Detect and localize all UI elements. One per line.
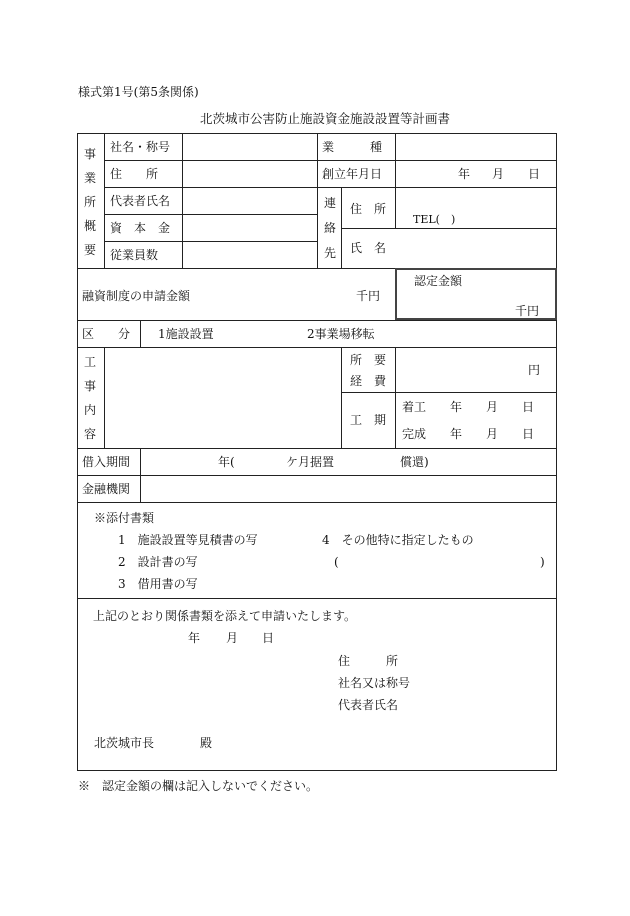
company-vlabel-3: 所 bbox=[84, 195, 97, 209]
row-line bbox=[341, 228, 557, 229]
representative-label: 代表者氏名 bbox=[110, 194, 171, 208]
application-year: 年 bbox=[188, 631, 201, 645]
contact-name-label: 氏 名 bbox=[350, 241, 387, 255]
attachment-item-3: 3 借用書の写 bbox=[118, 577, 198, 591]
col-line bbox=[140, 448, 141, 502]
attachment-item-4: 4 その他特に指定したもの bbox=[322, 533, 474, 547]
col-line bbox=[104, 133, 105, 268]
end-month: 月 bbox=[486, 427, 499, 441]
bank-label: 金融機関 bbox=[82, 482, 131, 496]
cost-label-1: 所 要 bbox=[350, 353, 387, 367]
contact-vlabel-3: 先 bbox=[324, 246, 337, 260]
col-line bbox=[395, 347, 396, 448]
form-title: 北茨城市公害防止施設資金施設設置等計画書 bbox=[200, 111, 451, 126]
row-line bbox=[77, 448, 557, 449]
col-line bbox=[104, 347, 105, 448]
borrow-repay: 償還) bbox=[400, 455, 429, 469]
attachment-item-4-open: ( bbox=[334, 555, 339, 569]
company-name-label: 社名・称号 bbox=[110, 140, 171, 154]
company-address-label: 住 所 bbox=[110, 167, 159, 181]
contact-vlabel-2: 絡 bbox=[324, 221, 337, 235]
approved-amount-label: 認定金額 bbox=[414, 274, 463, 288]
founded-year: 年 bbox=[458, 167, 471, 181]
loan-request-label: 融資制度の申請金額 bbox=[82, 289, 191, 303]
category-option-1: 1施設設置 bbox=[158, 327, 214, 341]
footnote: ※ 認定金額の欄は記入しないでください。 bbox=[78, 779, 319, 793]
start-label: 着工 bbox=[402, 400, 427, 414]
tel-label: TEL( ) bbox=[413, 213, 456, 226]
industry-label: 業 種 bbox=[322, 140, 383, 154]
row-line bbox=[77, 598, 557, 599]
application-month: 月 bbox=[226, 631, 239, 645]
company-vlabel-1: 事 bbox=[84, 147, 97, 161]
period-label: 工 期 bbox=[350, 413, 387, 427]
contact-address-label: 住 所 bbox=[350, 202, 387, 216]
attachment-item-1: 1 施設設置等見積書の写 bbox=[118, 533, 258, 547]
company-vlabel-2: 業 bbox=[84, 171, 97, 185]
borrow-period-label: 借入期間 bbox=[82, 455, 131, 469]
end-year: 年 bbox=[450, 427, 463, 441]
addressee: 北茨城市長 bbox=[94, 736, 155, 750]
work-vlabel-2: 事 bbox=[84, 379, 97, 393]
company-vlabel-5: 要 bbox=[84, 243, 97, 257]
category-option-2: 2事業場移転 bbox=[307, 327, 375, 341]
row-line bbox=[104, 160, 317, 161]
work-vlabel-4: 容 bbox=[84, 427, 97, 441]
row-line bbox=[317, 160, 557, 161]
cost-unit: 円 bbox=[528, 363, 541, 377]
row-line bbox=[104, 214, 317, 215]
row-line bbox=[77, 475, 557, 476]
applicant-address-label: 住 所 bbox=[338, 654, 399, 668]
col-line bbox=[341, 187, 342, 268]
attachment-item-2: 2 設計書の写 bbox=[118, 555, 198, 569]
category-label: 区 分 bbox=[82, 327, 131, 341]
row-line bbox=[104, 187, 557, 188]
applicant-company-label: 社名又は称号 bbox=[338, 676, 411, 690]
borrow-grace: ケ月据置 bbox=[286, 455, 335, 469]
col-line bbox=[341, 347, 342, 448]
founded-day: 日 bbox=[528, 167, 541, 181]
company-vlabel-4: 概 bbox=[84, 219, 97, 233]
applicant-representative-label: 代表者氏名 bbox=[338, 698, 399, 712]
attachments-heading: ※添付書類 bbox=[94, 511, 155, 525]
borrow-years: 年( bbox=[218, 455, 235, 469]
row-line bbox=[341, 392, 557, 393]
work-vlabel-3: 内 bbox=[84, 403, 97, 417]
start-day: 日 bbox=[522, 400, 535, 414]
founded-label: 創立年月日 bbox=[322, 167, 383, 181]
end-day: 日 bbox=[522, 427, 535, 441]
col-line bbox=[182, 133, 183, 268]
attachment-item-4-close: ) bbox=[540, 555, 545, 569]
employees-label: 従業員数 bbox=[110, 248, 159, 262]
row-line bbox=[77, 502, 557, 503]
loan-request-unit: 千円 bbox=[356, 289, 381, 303]
row-line bbox=[77, 347, 557, 348]
row-line bbox=[77, 320, 557, 321]
col-line bbox=[317, 133, 318, 268]
addressee-honorific: 殿 bbox=[200, 736, 213, 750]
cost-label-2: 経 費 bbox=[350, 374, 387, 388]
col-line bbox=[140, 320, 141, 347]
founded-month: 月 bbox=[492, 167, 505, 181]
work-vlabel-1: 工 bbox=[84, 355, 97, 369]
application-day: 日 bbox=[262, 631, 275, 645]
form-number: 様式第1号(第5条関係) bbox=[78, 85, 199, 99]
end-label: 完成 bbox=[402, 427, 427, 441]
start-month: 月 bbox=[486, 400, 499, 414]
capital-label: 資 本 金 bbox=[110, 221, 171, 235]
col-line bbox=[395, 133, 396, 228]
row-line bbox=[104, 241, 317, 242]
contact-vlabel-1: 連 bbox=[324, 196, 337, 210]
approved-amount-unit: 千円 bbox=[515, 304, 540, 318]
application-statement: 上記のとおり関係書類を添えて申請いたします。 bbox=[93, 609, 357, 623]
start-year: 年 bbox=[450, 400, 463, 414]
